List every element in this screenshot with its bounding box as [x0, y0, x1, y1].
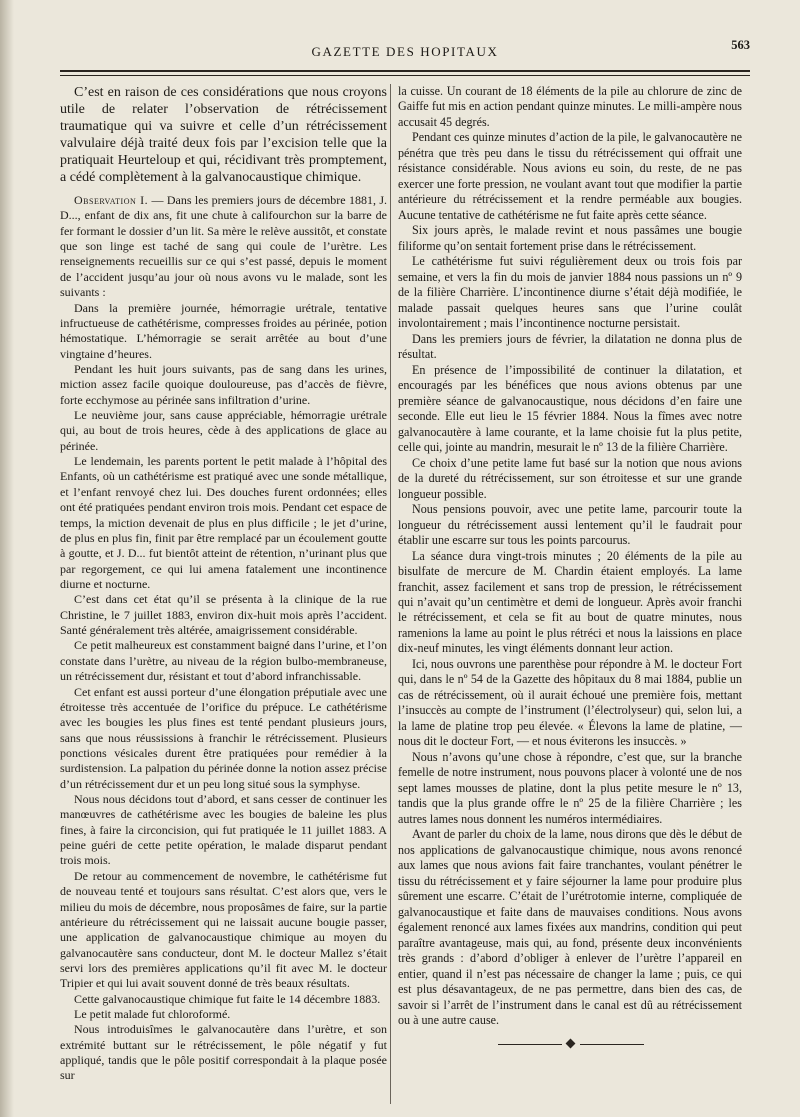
paragraph: Cette galvanocaustique chimique fut faite le 14 décembre 1883.: [74, 991, 381, 1006]
ornament-line-right: [580, 1044, 644, 1045]
section-end-ornament: [498, 1040, 648, 1050]
paragraph: La séance dura vingt-trois minutes ; 20 éléments de la pile au bisulfate de mercure de M. Chardin étaient employés. La lame franchit, assez facilement et sans trop de pression, le rétrécissement qui n’avait qu’un centimètre et demi de longueur. Après avoir franchi le rétrécissement, et cela se fit au bout de quatre minutes, nous ramenions la lame au point le plus rétréci et nous la laissions en place dix-neuf minutes, les vingt éléments donnant leur action.: [398, 548, 742, 656]
paragraph: Dans la première journée, hémorragie urétrale, tentative infructueuse de cathétérisme, compresses froides au périnée, potion hémostatique. L’hémorragie se serait arrêtée au bout d’une vingtaine d’heures.: [60, 300, 387, 361]
paragraph: Pendant ces quinze minutes d’action de la pile, le galvanocautère ne pénétra que très peu dans le tissu du rétrécissement qui offrait une résistance considérable. Nous avions eu soin, du reste, de ne pas exercer une forte pression, ne voulant avant tout que modifier la partie antérieure du rétrécissement et la rendre perméable aux bougies. Aucune tentative de cathétérisme ne fut faite après cette séance.: [398, 130, 742, 222]
observation-paragraph: [60, 193, 387, 301]
lead-paragraph: C’est en raison de ces considérations que nous croyons utile de relater l’observation de rétrécissement traumatique qui va suivre et celle d’un rétrécissement valvulaire déjà traité deux fois par l’excision telle que la pratiquait Heurteloup et qui, récidivant très promptement, a cédé complètement à la galvanocaustique chimique.: [60, 85, 387, 185]
right-column: [398, 84, 742, 1029]
observation-label: Observation I.: [74, 193, 149, 207]
paragraph: Le cathétérisme fut suivi régulièrement deux ou trois fois par semaine, et vers la fin du mois de janvier 1884 nous passions un nº 9 de la filière Charrière. L’incontinence diurne s’était déjà modifiée, le malade passait quelques heures sans que l’urine coulât involontairement ; mais l’incontinence nocturne persistait.: [398, 254, 742, 331]
paragraph: Ici, nous ouvrons une parenthèse pour répondre à M. le docteur Fort qui, dans le nº 54 de la Gazette des hôpitaux du 8 mai 1884, publie un cas de rétrécissement, où il aurait échoué une première fois, mettant l’insuccès au compte de l’instrument (l’électrolyseur) qui, selon lui, a la lame de platine trop peu élevée. « Élevons la lame de platine, — nous dit le docteur Fort, — et nous éviterons les insuccès. »: [398, 656, 742, 749]
running-head: GAZETTE DES HOPITAUX: [311, 44, 499, 59]
paragraph: Cet enfant est aussi porteur d’une élongation préputiale avec une étroitesse très accentuée de l’orifice du prépuce. Le cathétérisme avec les bougies les plus fines est tenté pendant plusieurs jours, sans que nous réussissions à franchir le rétrécissement. Plusieurs ponctions vésicales durent être pratiquées pour remédier à la surdistension. La palpation du périnée donne la notion assez précise d’un rétrécissement dur et un peu long situé sous la symphyse.: [60, 684, 387, 791]
paragraph: Le petit malade fut chloroformé.: [74, 1007, 231, 1022]
paragraph: Nous pensions pouvoir, avec une petite lame, parcourir toute la longueur du rétrécissement aussi lentement qu’il le faudrait pour établir une escarre sur tous les points parcourus.: [398, 502, 742, 548]
paragraph: Avant de parler du choix de la lame, nous dirons que dès le début de nos applications de galvanocaustique chimique, nous avons renoncé aux lames que nous avions fait faire tranchantes, voulant pénétrer le tissu du rétrécissement et y faire séjourner la lame pour produire plus sûrement une escarre. C’était de l’urétrotomie interne, compliquée de galvanocaustique et faite dans de mauvaises conditions. Nous avons également renoncé aux lames fixées aux mandrins, condition qui peut paraître avantageuse, mais qui, au fond, présente deux inconvénients très grands : d’abord d’obliger à enlever de l’urètre l’appareil en entier, quand il n’est pas nécessaire de changer la lame ; puis, ce qui est plus désavantageux, de ne pas permettre, dans bien des cas, de savoir si l’arrêt de l’instrument dans le canal est dû au rétrécissement ou à une autre cause.: [398, 827, 742, 1028]
paragraph: Nous introduisîmes le galvanocautère dans l’urètre, et son extrémité buttant sur le rétrécissement, le pôle négatif y fut appliqué, tandis que le pôle positif correspondait à la plaque posée sur: [60, 1022, 387, 1083]
ornament-line-left: [498, 1044, 562, 1045]
paragraph: Nous n’avons qu’une chose à répondre, c’est que, sur la branche femelle de notre instrument, nous pouvons placer à volonté une de nos sept lames mousses de platine, dont la plus petite mesure le nº 13, tandis que la plus grande offre le nº 25 de la filière Charrière ; les autres lames nous donnent les numéros intermédiaires.: [398, 749, 742, 826]
paragraph: Dans les premiers jours de février, la dilatation ne donna plus de résultat.: [398, 331, 742, 362]
left-column: [60, 84, 387, 1084]
paragraph: De retour au commencement de novembre, le cathétérisme fut de nouveau tenté et toujours sans résultat. C’est alors que, vers le milieu du mois de décembre, nous proposâmes de faire, sur la partie antérieure du rétrécissement qui ne laissait aucune bougie passer, une application de galvanocaustique chimique au moyen du galvanocautère sans conducteur, dont M. le docteur Mallez s’était servi lors des premières applications qu’il fit avec M. le docteur Tripier et qui lui avait souvent donné de très beaux résultats.: [60, 868, 387, 991]
paragraph: Nous nous décidons tout d’abord, et sans cesser de continuer les manœuvres de cathétérisme avec les bougies de baleine les plus fines, à faire la circoncision, qui fut pratiquée le 11 juillet 1883. A peine guéri de cette petite opération, le malade disparut pendant trois mois.: [60, 792, 387, 868]
page-number: 563: [731, 38, 750, 52]
paragraph: En présence de l’impossibilité de continuer la dilatation, et encouragés par les bénéfices que nous avions obtenus par une première séance de galvanocaustique, nous décidons d’en faire une seconde. Elle eut lieu le 15 février 1884. Nous la fîmes avec notre galvanocautère à lame courante, et la lame choisie fut la plus petite, celle qui, jointe au mandrin, mesurait le nº 13 de la filière Charrière.: [398, 362, 742, 455]
paragraph: Le neuvième jour, sans cause appréciable, hémorragie urétrale qui, au bout de trois heures, cède à des applications de glace au périnée.: [60, 408, 387, 453]
binding-shadow: [0, 0, 14, 1117]
page-header: [60, 38, 750, 68]
header-rule-thin: [60, 75, 750, 76]
paragraph: Ce petit malheureux est constamment baigné dans l’urine, et l’on constate dans l’urètre, au niveau de la région bulbo-membraneuse, un rétrécissement dur, résistant et tout d’abord infranchissable.: [60, 638, 387, 684]
observation-text: — Dans les premiers jours de décembre 1881, J. D..., enfant de dix ans, fit une chute à califourchon sur la barre de fer formant le dossier d’un lit. Sa mère le relève aussitôt, et constate que son linge est taché de sang qui coule de l’urètre. Les renseignements recueillis sur ce qui s’est passé, depuis le moment de l’accident jusqu’au jour où nous avons vu le malade, sont les suivants :: [60, 193, 387, 300]
paragraph: Le lendemain, les parents portent le petit malade à l’hôpital des Enfants, où un cathétérisme est pratiqué avec une sonde métallique, et l’enfant renvoyé chez lui. Des douches furent ordonnées; elles ont été pratiquées pendant environ trois mois. Pendant cet espace de temps, la miction devenait de plus en plus difficile ; le jet d’urine, de plus en plus fin, finit par être remplacé par un écoulement goutte à goutte, et J. D... fut bientôt atteint de rétention, n’urinant plus que par regorgement, ce qui lui amena fatalement une incontinence diurne et nocturne.: [60, 454, 387, 591]
paragraph: C’est dans cet état qu’il se présenta à la clinique de la rue Christine, le 7 juillet 1883, environ dix-huit mois après l’accident. Santé généralement très altérée, amaigrissement considérable.: [60, 592, 387, 638]
paragraph: la cuisse. Un courant de 18 éléments de la pile au chlorure de zinc de Gaiffe fut mis en action pendant quinze minutes. Le milli-ampère nous accusait 45 degrés.: [398, 84, 742, 129]
header-rule-thick: [60, 70, 750, 72]
column-divider: [390, 84, 391, 1104]
paragraph: Ce choix d’une petite lame fut basé sur la notion que nous avions de la dureté du rétrécissement, sur son étroitesse et sur une grande longueur possible.: [398, 455, 742, 501]
ornament-diamond: [566, 1039, 576, 1049]
paragraph: Pendant les huit jours suivants, pas de sang dans les urines, miction assez facile quoique douloureuse, pas d’accès de fièvre, forte ecchymose au périnée sans infiltration d’urine.: [60, 361, 387, 407]
paragraph: Six jours après, le malade revint et nous passâmes une bougie filiforme qu’on sentait fortement prise dans le rétrécissement.: [398, 223, 742, 253]
